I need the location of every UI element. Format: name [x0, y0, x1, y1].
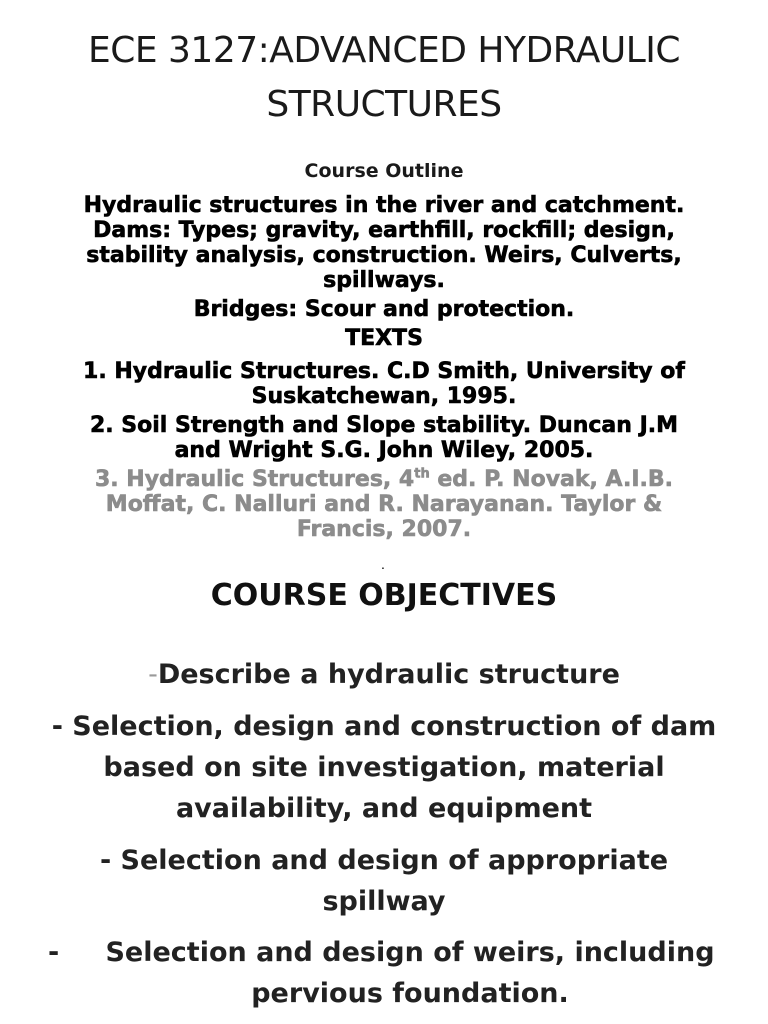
reference-line: Francis, 2007. — [296, 517, 472, 542]
text-reference-3 — [0, 467, 768, 542]
description-line: stability analysis, construction. Weirs, Culverts, — [86, 243, 682, 268]
objective-text: Describe a hydraulic structure — [157, 659, 620, 690]
objectives-heading: COURSE OBJECTIVES — [210, 578, 558, 613]
reference-line: 3. Hydraulic Structures, 4th ed. P. Novak, A.I.B. — [94, 466, 673, 492]
bullet-dash: - — [48, 937, 60, 968]
objective-3 — [0, 840, 768, 922]
description-line: Hydraulic structures in the river and catchment. — [83, 193, 685, 218]
text-reference-2 — [0, 413, 768, 463]
course-outline-label: Course Outline — [304, 160, 464, 182]
objective-line: - Selection, design and construction of dam — [51, 711, 717, 742]
objective-line: pervious foundation. — [251, 978, 569, 1009]
objective-line: based on site investigation, material — [103, 752, 665, 783]
superscript: th — [414, 466, 430, 482]
trailing-dot: . — [381, 556, 385, 572]
description-line: Dams: Types; gravity, earthfill, rockfill; design, — [93, 218, 675, 243]
course-title-line2: STRUCTURES — [266, 84, 502, 125]
objective-1 — [0, 654, 768, 695]
description-line: spillways. — [323, 268, 445, 293]
bridges-topic: Bridges: Scour and protection. — [193, 297, 575, 322]
reference-line: 1. Hydraulic Structures. C.D Smith, University of — [83, 359, 685, 384]
reference-line: Moffat, C. Nalluri and R. Narayanan. Taylor & — [105, 492, 663, 517]
bullet-dash: - — [148, 659, 158, 690]
reference-line: Suskatchewan, 1995. — [251, 384, 517, 409]
objective-2 — [0, 706, 768, 829]
course-description — [0, 193, 768, 293]
objective-line: - Selection and design of appropriate — [99, 845, 669, 876]
objective-line: Selection and design of weirs, including — [105, 937, 715, 968]
reference-line: 2. Soil Strength and Slope stability. Duncan J.M — [89, 413, 679, 438]
objective-4 — [90, 932, 730, 1014]
texts-heading: TEXTS — [345, 326, 423, 351]
objective-line: spillway — [322, 886, 446, 917]
objective-line: availability, and equipment — [175, 793, 593, 824]
text-reference-1 — [0, 359, 768, 409]
course-title-line1: ECE 3127:ADVANCED HYDRAULIC — [87, 30, 681, 71]
reference-line: and Wright S.G. John Wiley, 2005. — [174, 438, 594, 463]
